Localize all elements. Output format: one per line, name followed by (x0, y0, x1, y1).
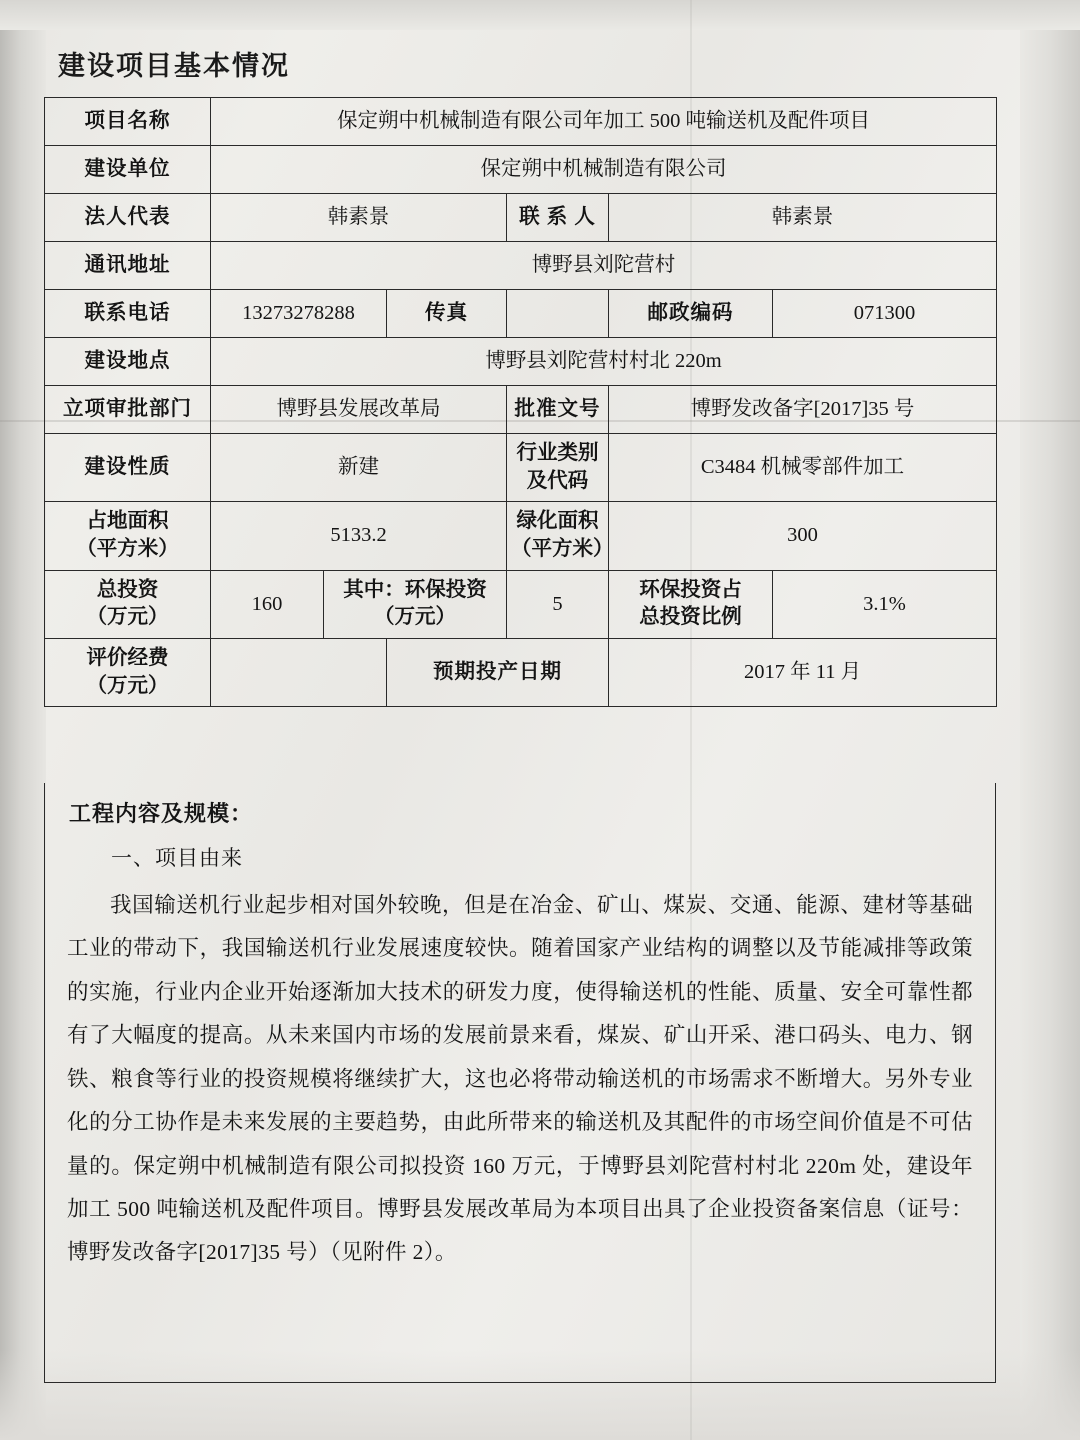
cell-green-area-label (507, 502, 614, 570)
table-row (45, 290, 997, 338)
cell-address-label: 通讯地址 (45, 242, 211, 290)
industry-category-label-line2: 及代码 (526, 469, 589, 492)
cell-industry-category-label (507, 434, 609, 502)
cell-nature-value: 新建 (211, 434, 507, 502)
cell-approval-dept-value: 博野县发展改革局 (211, 386, 507, 434)
cell-total-investment-label (45, 570, 211, 638)
cell-construction-unit-label: 建设单位 (45, 146, 211, 194)
cell-site-label: 建设地点 (45, 338, 211, 386)
table-row (45, 146, 997, 194)
cell-construction-unit-value: 保定朔中机械制造有限公司 (211, 146, 997, 194)
land-area-label-line1: 占地面积 (86, 510, 169, 533)
section-heading: 工程内容及规模： (69, 802, 254, 827)
industry-category-label-line1: 行业类别 (516, 442, 599, 464)
cell-env-investment-label (324, 570, 507, 638)
cell-contact-person-label: 联 系 人 (507, 194, 609, 242)
green-area-label-line2: （平方米） (511, 538, 614, 561)
cell-site-value: 博野县刘陀营村村北 220m (211, 338, 997, 386)
cell-land-area-value: 5133.2 (211, 502, 507, 570)
cell-postcode-value: 071300 (773, 290, 997, 338)
eval-fee-label-line2: （万元） (86, 674, 169, 697)
sub-heading: 一、项目由来 (111, 846, 243, 870)
cell-approval-doc-value: 博野发改备字[2017]35 号 (609, 386, 997, 434)
cell-industry-category-value: C3484 机械零部件加工 (609, 434, 997, 502)
env-ratio-label-line2: 总投资比例 (639, 606, 742, 629)
cell-eval-fee-value (211, 639, 387, 707)
project-basic-info-table (44, 97, 997, 707)
table-row (45, 242, 997, 290)
body-paragraph: 我国输送机行业起步相对国外较晚，但是在冶金、矿山、煤炭、交通、能源、建材等基础工业的带动下，我国输送机行业发展速度较快。随着国家产业结构的调整以及节能减排等政策的实施，行业内企业开始逐渐加大技术的研发力度，使得输送机的性能、质量、安全可靠性都有了大幅度的提高。从未来国内市场的发展前景来看，煤炭、矿山开采、港口码头、电力、钢铁、粮食等行业的投资规模将继续扩大，这也必将带动输送机的市场需求不断增大。另外专业化的分工协作是未来发展的主要趋势，由此所带来的输送机及其配件的市场空间价值是不可估量的。保定朔中机械制造有限公司拟投资 160 万元，于博野县刘陀营村村北 220m 处，建设年加工 500 吨输送机及配件项目。博野县发展改革局为本项目出具了企业投资备案信息（证号：博野发改备字[2017]35 号）（见附件 2）。 (67, 893, 973, 1265)
cell-fax-value (507, 290, 609, 338)
cell-project-name-value: 保定朔中机械制造有限公司年加工 500 吨输送机及配件项目 (211, 98, 997, 146)
page-title: 建设项目基本情况 (58, 51, 290, 82)
land-area-label-line2: （平方米） (76, 538, 179, 561)
paper-shadow-right (1020, 0, 1080, 1440)
env-investment-label-line2: （万元） (374, 606, 456, 629)
project-content-section (44, 783, 996, 1383)
cell-eval-fee-label (45, 639, 211, 707)
table-row (45, 639, 997, 707)
cell-production-date-label: 预期投产日期 (387, 639, 609, 707)
cell-land-area-label (45, 502, 211, 570)
cell-phone-value: 13273278288 (211, 290, 387, 338)
total-investment-label-line1: 总投资 (96, 578, 159, 601)
cell-nature-label: 建设性质 (45, 434, 211, 502)
green-area-label-line1: 绿化面积 (516, 510, 599, 533)
env-investment-label-line1: 其中：环保投资 (343, 578, 487, 601)
cell-postcode-label: 邮政编码 (609, 290, 773, 338)
cell-legal-rep-value: 韩素景 (211, 194, 507, 242)
cell-approval-doc-label: 批准文号 (507, 386, 609, 434)
cell-green-area-value: 300 (609, 502, 997, 570)
paper-shadow-top (0, 0, 1080, 30)
cell-env-ratio-value: 3.1% (773, 570, 997, 638)
cell-total-investment-value: 160 (211, 570, 324, 638)
cell-approval-dept-label: 立项审批部门 (45, 386, 211, 434)
cell-phone-label: 联系电话 (45, 290, 211, 338)
table-row (45, 570, 997, 638)
table-row (45, 338, 997, 386)
table-row (45, 434, 997, 502)
paper-shadow-left (0, 0, 46, 1440)
cell-project-name-label: 项目名称 (45, 98, 211, 146)
cell-env-investment-value: 5 (507, 570, 609, 638)
cell-contact-person-value: 韩素景 (609, 194, 997, 242)
total-investment-label-line2: （万元） (86, 606, 169, 629)
table-row (45, 502, 997, 570)
table-row (45, 98, 997, 146)
cell-fax-label: 传真 (387, 290, 507, 338)
cell-production-date-value: 2017 年 11 月 (609, 639, 997, 707)
table-row (45, 386, 997, 434)
cell-legal-rep-label: 法人代表 (45, 194, 211, 242)
eval-fee-label-line1: 评价经费 (86, 647, 169, 670)
cell-env-ratio-label (609, 570, 773, 638)
table-row (45, 194, 997, 242)
env-ratio-label-line1: 环保投资占 (639, 578, 742, 601)
cell-address-value: 博野县刘陀营村 (211, 242, 997, 290)
